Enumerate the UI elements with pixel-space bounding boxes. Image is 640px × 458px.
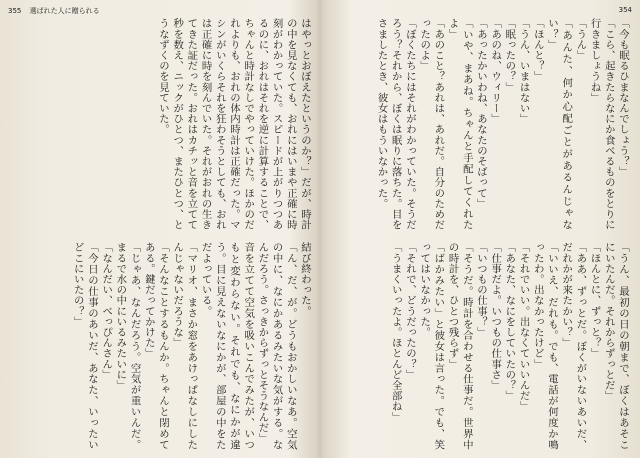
right-page-bottom-text xyxy=(328,242,630,450)
right-page-top-text xyxy=(328,18,630,230)
left-bottom-paragraphs: 結び終わった。 「ん、だ、が。どうもおかしいなあ。空気の中に、なにかあるみたいな気がする。なんだろう。さっきからずっとそうなんだ」 音を立てて空気を吸いこんでみたが、いつもと変わらない。それでも、なにかが違う。目に見えないなにかが、部屋の中をただよっている。 「マリオ、まさか窓をあけっぱなしにしたんじゃないだろうな」 「そんなことするもんか。ちゃんと閉めてある。鍵だってかけた」 「じゃあ、なんだろう。空気が重いんだ。まるで水の中にいるみたいに」 「なんだい、べっぴんさん」 「今日の仕事のあいだ、あなた、いったいどこにいたの？」 xyxy=(71,242,311,450)
left-top-paragraphs: はやっとおぼえたというのか？」だが、時計の中を見なくても、おれにはいまや正確に時刻がわかっていた。スピードが上がりつつあるのに、おれはそれを逆に計算することで、ちゃんと時計なしでやっていけた。ほかのだれよりも、おれの体内時計は正確だった。マシンがいくらそれを狂わそうとしても、おれは正確に時を刻んでいた。それがおれの生きてきた証だった。おれはカチッと音を立てて秒を数え、ニックがひとつ、またひとつ、とうなずくのを見ていた。 xyxy=(156,18,311,230)
left-page-header xyxy=(8,6,100,16)
right-page-number: 354 xyxy=(618,6,632,14)
right-top-paragraphs: 「今も眠るひまなんでしょう？」 「こら、起きたらなにか食べるものをとりに行きましょうね」 「うん」 「あんた、何か心配ごとがあるんじゃない？」 「ほんと？」 「うん、いまはない」 「眠ったの？」 「あのね、ウィリー」 「あったかいわね、あなたのそばって」 「いや、まあね。ちゃんと手配してくれたよ」 「あのこと？あれは、あれだ。自分のためだったのよ」 「ぼくたちにはそれがわかっていた。そうだろう？それから、ぼくは眠りに落ちた。目をさましたとき、彼女はもういなかった。 xyxy=(375,18,629,230)
left-page xyxy=(0,0,318,458)
right-page xyxy=(322,0,640,458)
left-page-bottom-text xyxy=(10,242,312,450)
right-page-header xyxy=(619,6,632,14)
right-bottom-paragraphs: 「うん、最初の日の朝まで、ぼくはあそこにいたんだ。それからずっとだ」 「ほんとに、ずっと？」 「ああ、ずっとだ。ぼくがいないあいだ、だれかが来たかい？」 「いいえ、だれも。でも、電話が何度か鳴ったわ。出なかったけど」 「それでいい。出なくていいんだ」 「あなた、なにをしていたの？」 「仕事だよ。いつもの仕事さ」 「いつもの仕事？」 「そうだ。時計を合わせる仕事だ。世界中の時計を、ひとつ残らず」 「ばかみたい」と彼女は言った。でも、笑ってはいなかった。 「それで、どうだったの？」 「うまくいったよ。ほとんど全部ね」 xyxy=(389,242,629,450)
left-page-number: 355 xyxy=(8,7,22,15)
left-page-top-text xyxy=(10,18,312,230)
running-head: 選ばれた人に贈られる xyxy=(29,7,100,15)
